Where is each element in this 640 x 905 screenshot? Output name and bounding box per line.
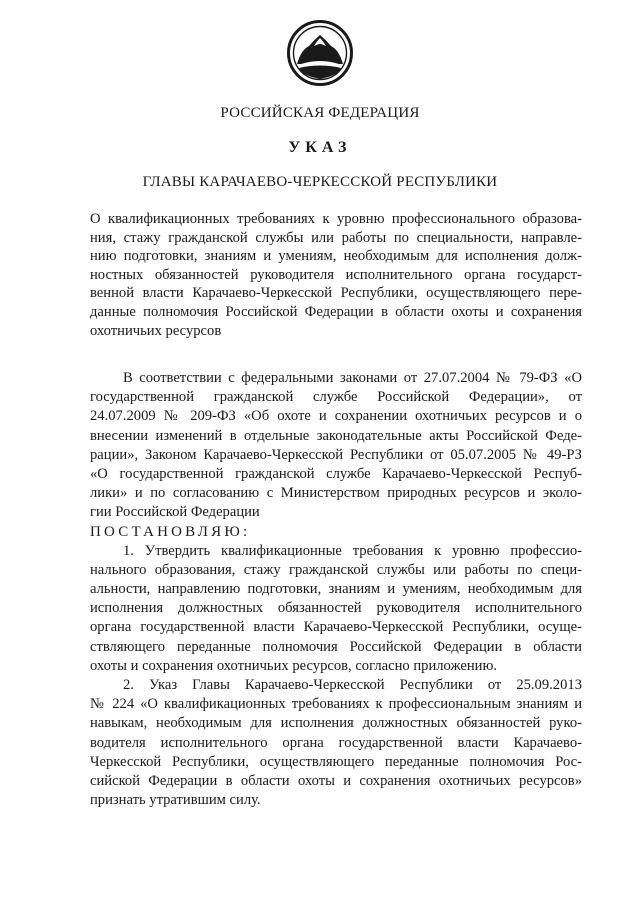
body-line: охоты и сохранения охотничьих ресурсов, согласно приложению. [90,657,498,674]
body-line: водителя исполнительного органа государственной власти Карачаево- [90,734,582,751]
body-line: внесении изменений в отдельные законодательные акты Российской Феде- [90,427,582,444]
body-line: навыкам, необходимым для исполнения должностных обязанностей руко- [90,715,582,732]
title-line: данные полномочия Российской Федерации в области охоты и сохранения [90,303,582,320]
coat-of-arms-emblem-icon [287,20,353,86]
decree-body [90,369,582,810]
body-line: ствляющего переданные полномочия Российской Федерации в области [90,638,582,655]
body-line: нального образования, стажу гражданской службы или работы по специ- [90,561,582,578]
decree-title [90,210,582,340]
body-line: исполнения должностных обязанностей руководителя исполнительного [90,600,582,617]
body-line: альности, направлению подготовки, знаниям и умениям, необходимым для [90,581,582,598]
body-line: государственной гражданской службе Российской Федерации», от [90,389,582,406]
country-heading: РОССИЙСКАЯ ФЕДЕРАЦИЯ [220,105,420,121]
title-line: нию подготовки, знаниям и умениям, необходимым для исполнения долж- [90,248,582,265]
title-line: охотничьих ресурсов [90,322,222,339]
issuer-heading: ГЛАВЫ КАРАЧАЕВО-ЧЕРКЕССКОЙ РЕСПУБЛИКИ [142,174,498,190]
body-line: 1. Утвердить квалификационные требования к уровню профессио- [123,542,582,559]
title-line: О квалификационных требованиях к уровню профессионального образова- [90,211,582,227]
body-line: «О государственной гражданской службе Карачаево-Черкесской Респуб- [90,465,582,482]
body-line: лики» и по согласованию с Министерством природных ресурсов и эколо- [90,485,582,502]
item-2-paragraph [90,676,582,810]
body-line: сийской Федерации в области охоты и сохранения охотничьих ресурсов» [90,772,582,789]
body-line: Черкесской Республики, осуществляющего переданные полномочия Рос- [90,753,582,770]
item-1-paragraph [90,542,582,676]
body-line: В соответствии с федеральными законами от 27.07.2004 № 79-ФЗ «О [123,370,582,386]
body-line: признать утратившим силу. [90,792,261,809]
document-type-heading: УКАЗ [288,139,352,156]
title-line: венной власти Карачаево-Черкесской Республики, осуществляющего пере- [90,285,582,302]
body-line: гии Российской Федерации [90,504,260,521]
body-line: органа государственной власти Карачаево-Черкесской Республики, осуще- [90,619,582,636]
preamble-paragraph [90,369,582,523]
body-line: рации», Законом Карачаево-Черкесской Республики от 05.07.2005 № 49-РЗ [90,446,582,463]
decree-word: ПОСТАНОВЛЯЮ: [90,523,251,540]
body-line: 2. Указ Главы Карачаево-Черкесской Республики от 25.09.2013 [123,677,582,693]
title-line: ния, стажу гражданской службы или работы по специальности, направле- [90,229,582,246]
title-line: ностных обязанностей руководителя исполнительного органа государст- [90,266,582,283]
body-line: № 224 «О квалификационных требованиях к профессиональным знаниям и [90,696,582,713]
body-line: 24.07.2009 № 209-ФЗ «Об охоте и сохранении охотничьих ресурсов и о [90,408,582,425]
